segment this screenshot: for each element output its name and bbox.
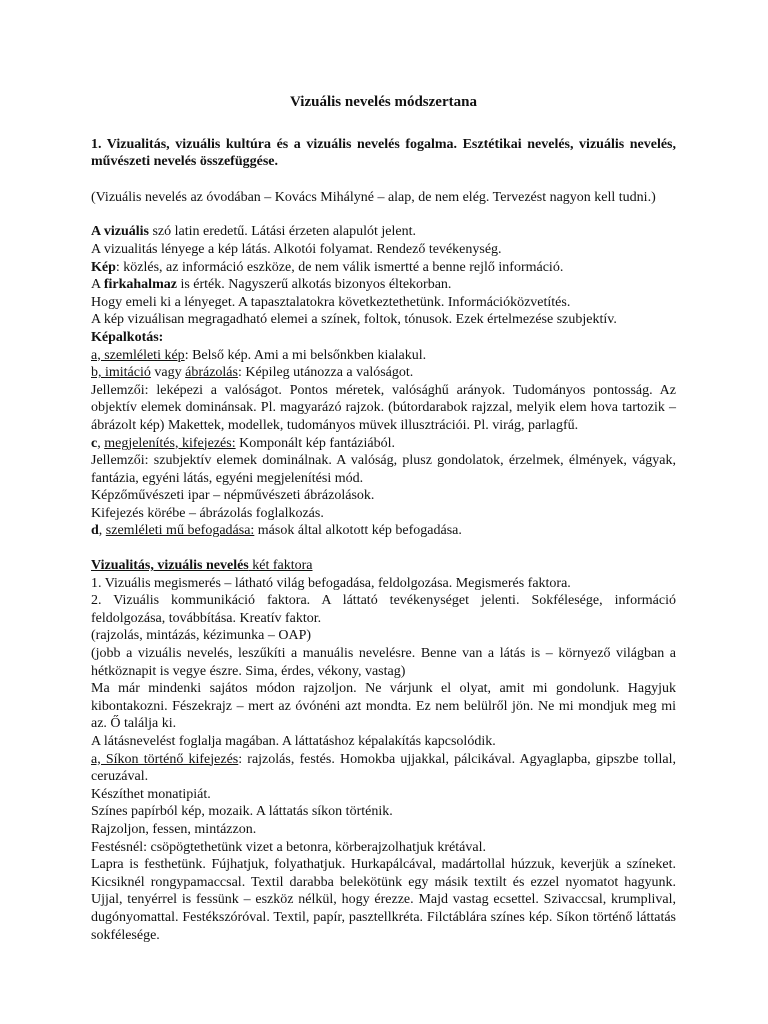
paragraph: Kifejezés körébe – ábrázolás foglalkozás. xyxy=(91,505,324,521)
paragraph: A vizualitás lényege a kép látás. Alkotói folyamat. Rendező tevékenység. xyxy=(91,241,502,257)
bold-term: A vizuális xyxy=(91,224,149,240)
underlined-term: b, imitáció xyxy=(91,365,151,381)
paragraph xyxy=(91,329,676,347)
paragraph: Lapra is festhetünk. Fújhatjuk, folyathatjuk. Hurkapálcával, madártollal húzzuk, keverjük a színeket. Kicsiknél rongypamaccsal. Textil darabba belekötünk egy másik textilt és ezzel nyomatot hagyunk. Ujjal, tenyérrel is fessünk – eszköz nélkül, hogy érezze. Majd vastag ecsettel. Szivaccsal, krumplival, dugónyomattal. Festékszóróval. Textil, papír, pasztellkréta. Filctáblára színes kép. Síkon történő láttatás sokfélesége. xyxy=(91,857,676,943)
paragraph: Kép: közlés, az információ eszköze, de nem válik ismertté a benne rejlő információ. xyxy=(91,259,564,275)
list-item: b, imitáció vagy ábrázolás: Képileg utánozza a valóságot. xyxy=(91,365,414,381)
section-heading: 1. Vizualitás, vizuális kultúra és a vizuális nevelés fogalma. Esztétikai nevelés, vizuális nevelés, művészeti nevelés összefüggése. xyxy=(91,136,676,170)
spacer xyxy=(91,206,676,223)
paragraph: Festésnél: csöpögtethetünk vizet a betonra, körberajzolhatjuk krétával. xyxy=(91,839,486,855)
paragraph: Színes papírból kép, mozaik. A láttatás síkon történik. xyxy=(91,804,393,820)
paragraph: Jellemzői: szubjektív elemek dominálnak. A valóság, plusz gondolatok, érzelmek, élmények, vágyak, fantázia, egyéni látás, egyéni megjelenítési mód. xyxy=(91,453,676,486)
list-item: a, szemléleti kép: Belső kép. Ami a mi belsőnkben kialakul. xyxy=(91,347,427,363)
paragraph: Jellemzői: leképezi a valóságot. Pontos méretek, valósághű arányok. Tudományos pontosság. Az objektív elemek dominánsak. Pl. magyarázó rajzok. (bútordarabok rajzzal, melyik elem hova tartozik – ábrázolt kép) Makettek, modellek, tudományos müvek illusztrációi. Pl. virág, parlagfű. xyxy=(91,382,676,433)
underlined-term: szemléleti mű befogadása: xyxy=(105,523,255,539)
list-item: c, megjelenítés, kifejezés: Komponált kép fantáziából. xyxy=(91,435,396,451)
bold-term: c xyxy=(91,435,98,451)
paragraph: Ma már mindenki sajátos módon rajzoljon. Ne várjunk el olyat, amit mi gondolunk. Hagyjuk kibontakozni. Fészekrajz – mert az óvónéni azt mondta. Ez nem belülről jön. Ne mi mondjuk meg mi az. Ő találja ki. xyxy=(91,681,676,732)
bold-term: Vizualitás, vizuális nevelés xyxy=(91,558,249,574)
paragraph: Hogy emeli ki a lényeget. A tapasztalatokra következtethetünk. Információközvetítés. xyxy=(91,294,571,310)
underlined-term: ábrázolás xyxy=(185,365,238,381)
paragraph: 2. Vizuális kommunikáció faktora. A láttató tevékenységet jelenti. Sokfélesége, információ feldolgozása, továbbítása. Kreatív faktor. xyxy=(91,593,676,626)
paragraph: (rajzolás, mintázás, kézimunka – OAP) xyxy=(91,628,312,644)
paragraph: A kép vizuálisan megragadható elemei a színek, foltok, tónusok. Ezek értelmezése szubjektív. xyxy=(91,312,617,328)
list-item: d, szemléleti mű befogadása: mások által alkotott kép befogadása. xyxy=(91,523,462,539)
paragraph: Készíthet monatipiát. xyxy=(91,786,211,802)
list-item: a, Síkon történő kifejezés: rajzolás, festés. Homokba ujjakkal, pálcikával. Agyaglapba, gipszbe tollal, ceruzával. xyxy=(91,751,676,785)
intro-paragraph: (Vizuális nevelés az óvodában – Kovács Mihályné – alap, de nem elég. Tervezést nagyon kell tudni.) xyxy=(91,189,656,205)
subsection-heading: Vizualitás, vizuális nevelés két faktora xyxy=(91,558,313,574)
spacer xyxy=(91,540,676,557)
paragraph: A látásnevelést foglalja magában. A láttatáshoz képalakítás kapcsolódik. xyxy=(91,734,496,749)
paragraph: Rajzoljon, fessen, mintázzon. xyxy=(91,821,257,837)
bold-term: d xyxy=(91,523,99,539)
paragraph: 1. Vizuális megismerés – látható világ befogadása, feldolgozása. Megismerés faktora. xyxy=(91,575,571,591)
bold-term: firkahalmaz xyxy=(103,277,177,293)
paragraph: Képzőművészeti ipar – népművészeti ábrázolások. xyxy=(91,488,375,504)
underlined-term: megjelenítés, kifejezés: xyxy=(104,435,236,451)
document-title: Vizuális nevelés módszertana xyxy=(290,94,477,110)
paragraph: A vizuális szó latin eredetű. Látási érzeten alapulót jelent. xyxy=(91,224,417,240)
underlined-term: a, szemléleti kép xyxy=(91,347,185,363)
bold-term: Képalkotás: xyxy=(91,329,164,345)
bold-term: Kép xyxy=(91,259,116,275)
paragraph: (jobb a vizuális nevelés, leszűkíti a manuális nevelésre. Benne van a látás is – környező világban a hétköznapit is vegye észre. Sima, érdes, vékony, vastag) xyxy=(91,646,676,679)
paragraph: A firkahalmaz is érték. Nagyszerű alkotás bizonyos éltekorban. xyxy=(91,277,452,293)
underlined-term: a, Síkon történő kifejezés xyxy=(91,751,239,767)
